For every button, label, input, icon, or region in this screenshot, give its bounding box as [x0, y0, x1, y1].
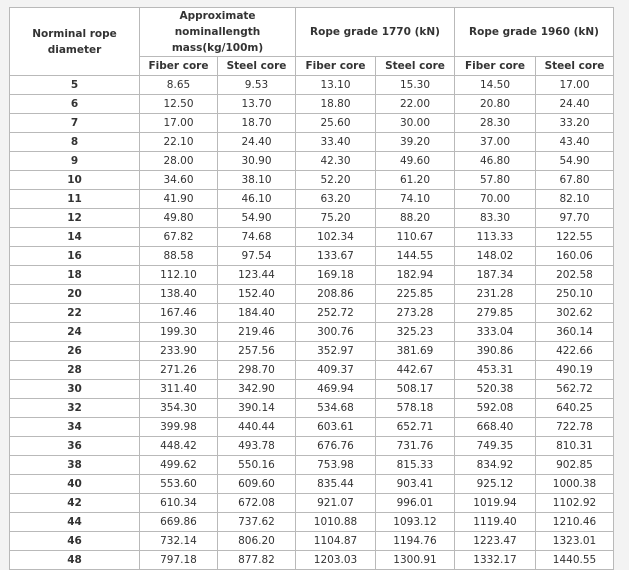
cell-1770-steel: 381.69: [376, 342, 455, 361]
cell-1960-steel: 1323.01: [536, 532, 614, 551]
subheader-1960-fiber: Fiber core: [455, 57, 536, 76]
cell-1960-fiber: 70.00: [455, 190, 536, 209]
cell-1770-fiber: 63.20: [296, 190, 376, 209]
cell-1770-fiber: 753.98: [296, 456, 376, 475]
cell-1770-steel: 1300.91: [376, 551, 455, 570]
cell-1960-fiber: 1223.47: [455, 532, 536, 551]
subheader-mass-fiber: Fiber core: [140, 57, 218, 76]
cell-diameter: 14: [10, 228, 140, 247]
cell-1960-fiber: 20.80: [455, 95, 536, 114]
cell-mass-steel: 877.82: [218, 551, 296, 570]
cell-1960-steel: 422.66: [536, 342, 614, 361]
cell-1960-fiber: 1019.94: [455, 494, 536, 513]
cell-1960-fiber: 749.35: [455, 437, 536, 456]
cell-mass-steel: 13.70: [218, 95, 296, 114]
cell-1770-steel: 61.20: [376, 171, 455, 190]
cell-mass-steel: 24.40: [218, 133, 296, 152]
cell-1770-steel: 996.01: [376, 494, 455, 513]
header-grade-1960: Rope grade 1960 (kN): [455, 8, 614, 57]
cell-1960-fiber: 231.28: [455, 285, 536, 304]
cell-mass-steel: 390.14: [218, 399, 296, 418]
cell-mass-steel: 38.10: [218, 171, 296, 190]
cell-1770-fiber: 18.80: [296, 95, 376, 114]
table-row: [10, 418, 614, 437]
cell-1960-steel: 250.10: [536, 285, 614, 304]
subheader-1770-fiber: Fiber core: [296, 57, 376, 76]
cell-diameter: 18: [10, 266, 140, 285]
cell-mass-steel: 30.90: [218, 152, 296, 171]
cell-1770-steel: 49.60: [376, 152, 455, 171]
cell-diameter: 44: [10, 513, 140, 532]
table-row: [10, 152, 614, 171]
cell-diameter: 48: [10, 551, 140, 570]
cell-1960-steel: 722.78: [536, 418, 614, 437]
cell-1770-fiber: 409.37: [296, 361, 376, 380]
table-row: [10, 266, 614, 285]
cell-mass-fiber: 49.80: [140, 209, 218, 228]
table-header: [10, 8, 614, 76]
cell-diameter: 8: [10, 133, 140, 152]
cell-diameter: 24: [10, 323, 140, 342]
cell-1960-fiber: 834.92: [455, 456, 536, 475]
cell-1960-steel: 1440.55: [536, 551, 614, 570]
cell-1960-fiber: 592.08: [455, 399, 536, 418]
cell-mass-fiber: 669.86: [140, 513, 218, 532]
cell-1770-steel: 110.67: [376, 228, 455, 247]
cell-diameter: 46: [10, 532, 140, 551]
cell-1770-fiber: 835.44: [296, 475, 376, 494]
cell-mass-fiber: 8.65: [140, 76, 218, 95]
cell-1770-steel: 903.41: [376, 475, 455, 494]
subheader-mass-steel: Steel core: [218, 57, 296, 76]
cell-1770-steel: 15.30: [376, 76, 455, 95]
cell-1770-steel: 144.55: [376, 247, 455, 266]
cell-1960-steel: 43.40: [536, 133, 614, 152]
cell-1960-fiber: 14.50: [455, 76, 536, 95]
cell-1960-fiber: 187.34: [455, 266, 536, 285]
table-row: [10, 342, 614, 361]
cell-1770-steel: 22.00: [376, 95, 455, 114]
cell-1960-fiber: 668.40: [455, 418, 536, 437]
cell-1960-steel: 810.31: [536, 437, 614, 456]
cell-1960-steel: 17.00: [536, 76, 614, 95]
table-body: [10, 76, 614, 570]
cell-1770-fiber: 102.34: [296, 228, 376, 247]
cell-1770-fiber: 352.97: [296, 342, 376, 361]
cell-1960-fiber: 37.00: [455, 133, 536, 152]
cell-1960-fiber: 57.80: [455, 171, 536, 190]
cell-1770-steel: 1194.76: [376, 532, 455, 551]
cell-1770-steel: 88.20: [376, 209, 455, 228]
cell-1770-steel: 1093.12: [376, 513, 455, 532]
cell-1960-steel: 902.85: [536, 456, 614, 475]
cell-diameter: 10: [10, 171, 140, 190]
cell-mass-fiber: 233.90: [140, 342, 218, 361]
cell-diameter: 26: [10, 342, 140, 361]
table-row: [10, 95, 614, 114]
cell-1770-fiber: 1010.88: [296, 513, 376, 532]
cell-1960-fiber: 1119.40: [455, 513, 536, 532]
table-row: [10, 551, 614, 570]
table-row: [10, 475, 614, 494]
cell-mass-fiber: 499.62: [140, 456, 218, 475]
cell-mass-fiber: 271.26: [140, 361, 218, 380]
table-row: [10, 456, 614, 475]
cell-1770-fiber: 603.61: [296, 418, 376, 437]
table-row: [10, 133, 614, 152]
cell-1770-fiber: 921.07: [296, 494, 376, 513]
table-row: [10, 171, 614, 190]
cell-mass-fiber: 88.58: [140, 247, 218, 266]
cell-1770-steel: 182.94: [376, 266, 455, 285]
cell-diameter: 28: [10, 361, 140, 380]
cell-mass-steel: 184.40: [218, 304, 296, 323]
table-row: [10, 228, 614, 247]
cell-1960-steel: 1000.38: [536, 475, 614, 494]
cell-1770-fiber: 208.86: [296, 285, 376, 304]
cell-mass-fiber: 167.46: [140, 304, 218, 323]
cell-1770-fiber: 25.60: [296, 114, 376, 133]
cell-diameter: 16: [10, 247, 140, 266]
cell-diameter: 22: [10, 304, 140, 323]
cell-mass-fiber: 112.10: [140, 266, 218, 285]
cell-diameter: 38: [10, 456, 140, 475]
header-grade-1770: Rope grade 1770 (kN): [296, 8, 455, 57]
cell-1960-steel: 122.55: [536, 228, 614, 247]
rope-spec-table: [9, 7, 614, 570]
cell-1960-steel: 562.72: [536, 380, 614, 399]
cell-1960-steel: 302.62: [536, 304, 614, 323]
cell-1960-fiber: 148.02: [455, 247, 536, 266]
cell-1960-steel: 360.14: [536, 323, 614, 342]
table-row: [10, 209, 614, 228]
cell-mass-steel: 737.62: [218, 513, 296, 532]
cell-mass-steel: 609.60: [218, 475, 296, 494]
cell-mass-steel: 493.78: [218, 437, 296, 456]
cell-1770-fiber: 1203.03: [296, 551, 376, 570]
table-row: [10, 247, 614, 266]
cell-1960-fiber: 390.86: [455, 342, 536, 361]
table-row: [10, 190, 614, 209]
cell-diameter: 40: [10, 475, 140, 494]
table-row: [10, 285, 614, 304]
table-row: [10, 437, 614, 456]
cell-1960-steel: 490.19: [536, 361, 614, 380]
cell-1770-fiber: 33.40: [296, 133, 376, 152]
cell-1770-fiber: 52.20: [296, 171, 376, 190]
cell-1770-fiber: 1104.87: [296, 532, 376, 551]
cell-1960-steel: 1102.92: [536, 494, 614, 513]
table-row: [10, 114, 614, 133]
cell-1960-steel: 24.40: [536, 95, 614, 114]
cell-1770-fiber: 300.76: [296, 323, 376, 342]
cell-diameter: 34: [10, 418, 140, 437]
subheader-1960-steel: Steel core: [536, 57, 614, 76]
cell-mass-steel: 440.44: [218, 418, 296, 437]
cell-mass-steel: 672.08: [218, 494, 296, 513]
cell-1960-fiber: 453.31: [455, 361, 536, 380]
header-diameter: Norminal rope diameter: [10, 8, 140, 76]
cell-diameter: 12: [10, 209, 140, 228]
cell-1960-fiber: 520.38: [455, 380, 536, 399]
table-row: [10, 494, 614, 513]
cell-1960-fiber: 1332.17: [455, 551, 536, 570]
cell-1770-steel: 578.18: [376, 399, 455, 418]
rope-spec-table-container: [9, 7, 614, 570]
cell-1770-steel: 442.67: [376, 361, 455, 380]
cell-mass-fiber: 12.50: [140, 95, 218, 114]
cell-mass-fiber: 797.18: [140, 551, 218, 570]
cell-1960-steel: 97.70: [536, 209, 614, 228]
cell-1960-fiber: 279.85: [455, 304, 536, 323]
cell-mass-steel: 54.90: [218, 209, 296, 228]
cell-1960-fiber: 46.80: [455, 152, 536, 171]
cell-1770-fiber: 169.18: [296, 266, 376, 285]
cell-diameter: 5: [10, 76, 140, 95]
cell-mass-steel: 18.70: [218, 114, 296, 133]
cell-1960-steel: 67.80: [536, 171, 614, 190]
cell-1770-steel: 652.71: [376, 418, 455, 437]
cell-mass-steel: 550.16: [218, 456, 296, 475]
cell-1770-steel: 325.23: [376, 323, 455, 342]
table-row: [10, 361, 614, 380]
cell-diameter: 7: [10, 114, 140, 133]
cell-diameter: 20: [10, 285, 140, 304]
table-row: [10, 380, 614, 399]
cell-mass-steel: 9.53: [218, 76, 296, 95]
cell-mass-steel: 219.46: [218, 323, 296, 342]
table-row: [10, 304, 614, 323]
cell-mass-fiber: 732.14: [140, 532, 218, 551]
cell-mass-fiber: 28.00: [140, 152, 218, 171]
cell-mass-fiber: 17.00: [140, 114, 218, 133]
cell-1960-steel: 640.25: [536, 399, 614, 418]
cell-1770-steel: 225.85: [376, 285, 455, 304]
cell-diameter: 32: [10, 399, 140, 418]
cell-1770-fiber: 13.10: [296, 76, 376, 95]
table-row: [10, 513, 614, 532]
subheader-1770-steel: Steel core: [376, 57, 455, 76]
cell-mass-fiber: 41.90: [140, 190, 218, 209]
header-mass: Approximate nominallength mass(kg/100m): [140, 8, 296, 57]
cell-1960-steel: 54.90: [536, 152, 614, 171]
cell-diameter: 30: [10, 380, 140, 399]
cell-1960-fiber: 83.30: [455, 209, 536, 228]
cell-1960-fiber: 28.30: [455, 114, 536, 133]
cell-1960-fiber: 333.04: [455, 323, 536, 342]
cell-1960-steel: 202.58: [536, 266, 614, 285]
cell-diameter: 42: [10, 494, 140, 513]
cell-1770-steel: 74.10: [376, 190, 455, 209]
cell-1770-steel: 273.28: [376, 304, 455, 323]
cell-mass-fiber: 610.34: [140, 494, 218, 513]
cell-1770-fiber: 534.68: [296, 399, 376, 418]
cell-mass-steel: 123.44: [218, 266, 296, 285]
cell-mass-steel: 257.56: [218, 342, 296, 361]
cell-mass-fiber: 34.60: [140, 171, 218, 190]
cell-1770-steel: 30.00: [376, 114, 455, 133]
cell-mass-fiber: 311.40: [140, 380, 218, 399]
cell-diameter: 9: [10, 152, 140, 171]
cell-1770-fiber: 75.20: [296, 209, 376, 228]
cell-mass-steel: 74.68: [218, 228, 296, 247]
cell-mass-steel: 46.10: [218, 190, 296, 209]
cell-mass-fiber: 138.40: [140, 285, 218, 304]
cell-1770-steel: 508.17: [376, 380, 455, 399]
cell-diameter: 6: [10, 95, 140, 114]
cell-mass-steel: 342.90: [218, 380, 296, 399]
cell-mass-fiber: 67.82: [140, 228, 218, 247]
cell-1960-steel: 1210.46: [536, 513, 614, 532]
cell-1770-fiber: 42.30: [296, 152, 376, 171]
cell-mass-steel: 806.20: [218, 532, 296, 551]
cell-1770-steel: 731.76: [376, 437, 455, 456]
cell-1960-fiber: 113.33: [455, 228, 536, 247]
table-row: [10, 76, 614, 95]
cell-1960-steel: 82.10: [536, 190, 614, 209]
cell-1770-fiber: 469.94: [296, 380, 376, 399]
table-row: [10, 532, 614, 551]
cell-mass-fiber: 448.42: [140, 437, 218, 456]
cell-mass-fiber: 399.98: [140, 418, 218, 437]
cell-diameter: 11: [10, 190, 140, 209]
cell-mass-steel: 152.40: [218, 285, 296, 304]
cell-mass-steel: 97.54: [218, 247, 296, 266]
cell-1770-fiber: 133.67: [296, 247, 376, 266]
cell-1770-steel: 815.33: [376, 456, 455, 475]
cell-1770-steel: 39.20: [376, 133, 455, 152]
cell-mass-steel: 298.70: [218, 361, 296, 380]
table-row: [10, 323, 614, 342]
cell-mass-fiber: 22.10: [140, 133, 218, 152]
cell-1770-fiber: 252.72: [296, 304, 376, 323]
table-row: [10, 399, 614, 418]
cell-1770-fiber: 676.76: [296, 437, 376, 456]
cell-mass-fiber: 354.30: [140, 399, 218, 418]
cell-1960-steel: 160.06: [536, 247, 614, 266]
cell-1960-fiber: 925.12: [455, 475, 536, 494]
cell-diameter: 36: [10, 437, 140, 456]
cell-1960-steel: 33.20: [536, 114, 614, 133]
cell-mass-fiber: 199.30: [140, 323, 218, 342]
cell-mass-fiber: 553.60: [140, 475, 218, 494]
